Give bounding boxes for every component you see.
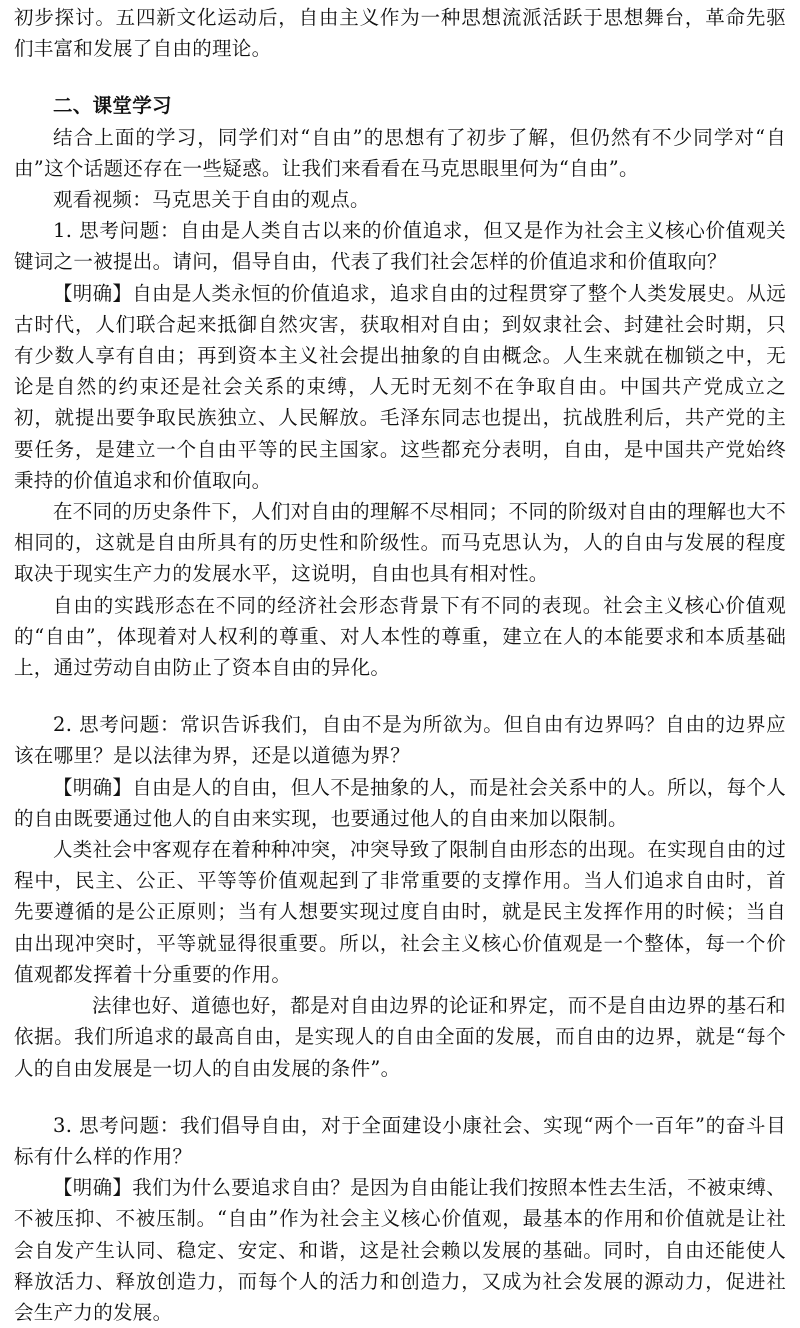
answer-3-text: 我们为什么要追求自由？是因为自由能让我们按照本性去生活，不被束缚、不被压抑、不被压制。“自由”作为社会主义核心价值观，最基本的作用和价值就是让社会自发产生认同、稳定、安定、和谐，这是社会赖以发展的基础。同时，自由还能使人释放活力、释放创造力，而每个人的活力和创造力，又成为社会发展的源动力，促进社会生产力的发展。 [14, 1176, 786, 1324]
question-1: 1. 思考问题：自由是人类自古以来的价值追求，但又是作为社会主义核心价值观关键词之一被提出。请问，倡导自由，代表了我们社会怎样的价值追求和价值取向？ [14, 219, 786, 274]
spacer [14, 683, 786, 709]
spacer [14, 1084, 786, 1110]
answer-2 [14, 772, 786, 834]
lead-paragraph: 结合上面的学习，同学们对“自由”的思想有了初步了解，但仍然有不少同学对“自由”这个话题还存在一些疑惑。让我们来看看在马克思眼里何为“自由”。 [14, 125, 786, 180]
answer-1-paragraph-3: 自由的实践形态在不同的经济社会形态背景下有不同的表现。社会主义核心价值观的“自由”，体现着对人权利的尊重、对人本性的尊重，建立在人的本能要求和本质基础上，通过劳动自由防止了资本自由的异化。 [14, 593, 786, 680]
answer-1 [14, 278, 786, 496]
answer-2-paragraph-3: 法律也好、道德也好，都是对自由边界的论证和界定，而不是自由边界的基石和依据。我们所追求的最高自由，是实现人的自由全面的发展，而自由的边界，就是“每个人的自由发展是一切人的自由发展的条件”。 [14, 994, 786, 1080]
video-paragraph: 观看视频：马克思关于自由的观点。 [53, 188, 370, 212]
answer-2-paragraph-2: 人类社会中客观存在着种种冲突，冲突导致了限制自由形态的出现。在实现自由的过程中，民主、公正、平等等价值观起到了非常重要的支撑作用。当人们追求自由时，首先要遵循的是公正原则；当有人想要实现过度自由时，就是民主发挥作用的时候；当自由出现冲突时，平等就显得很重要。所以，社会主义核心价值观是一个整体，每一个价值观都发挥着十分重要的作用。 [14, 838, 786, 986]
answer-1-text: 自由是人类永恒的价值追求，追求自由的过程贯穿了整个人类发展史。从远古时代，人们联合起来抵御自然灾害，获取相对自由；到奴隶社会、封建社会时期，只有少数人享有自由；再到资本主义社会提出抽象的自由概念。人生来就在枷锁之中，无论是自然的约束还是社会关系的束缚，人无时无刻不在争取自由。中国共产党成立之初，就提出要争取民族独立、人民解放。毛泽东同志也提出，抗战胜利后，共产党的主要任务，是建立一个自由平等的民主国家。这些都充分表明，自由，是中国共产党始终秉持的价值追求和价值取向。 [14, 281, 786, 492]
question-3: 3. 思考问题：我们倡导自由，对于全面建设小康社会、实现“两个一百年”的奋斗目标有什么样的作用？ [14, 1113, 786, 1168]
intro-paragraph: 初步探讨。五四新文化运动后，自由主义作为一种思想流派活跃于思想舞台，革命先驱们丰富和发展了自由的理论。 [14, 6, 786, 61]
answer-marker: 【明确】 [53, 1176, 133, 1200]
spacer [14, 64, 786, 90]
question-2: 2. 思考问题：常识告诉我们，自由不是为所欲为。但自由有边界吗？自由的边界应该在哪里？是以法律为界，还是以道德为界？ [14, 713, 786, 768]
answer-3 [14, 1172, 786, 1328]
answer-1-paragraph-2: 在不同的历史条件下，人们对自由的理解不尽相同；不同的阶级对自由的理解也大不相同的，这就是自由所具有的历史性和阶级性。而马克思认为，人的自由与发展的程度取决于现实生产力的发展水平，这说明，自由也具有相对性。 [14, 500, 786, 586]
answer-2-text: 自由是人的自由，但人不是抽象的人，而是社会关系中的人。所以，每个人的自由既要通过他人的自由来实现，也要通过他人的自由来加以限制。 [14, 775, 786, 830]
section-heading: 二、课堂学习 [53, 94, 172, 118]
answer-marker: 【明确】 [53, 281, 133, 305]
answer-marker: 【明确】 [53, 775, 133, 799]
